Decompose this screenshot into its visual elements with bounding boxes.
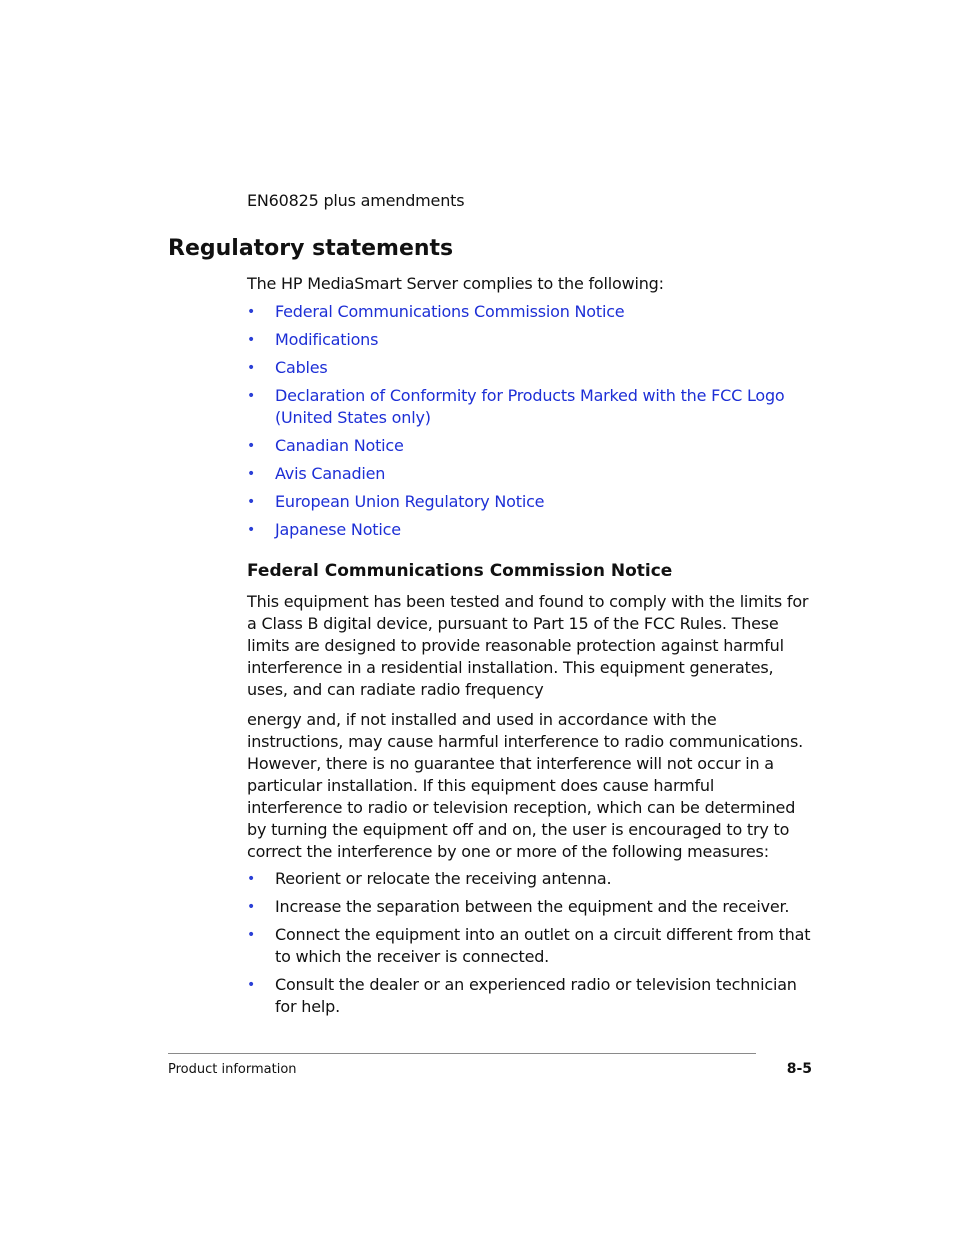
- link-cables[interactable]: Cables: [275, 358, 328, 377]
- toc-item: [247, 301, 812, 323]
- toc-item: [247, 385, 812, 429]
- measure-item: [247, 974, 812, 1018]
- measure-text: Increase the separation between the equipment and the receiver.: [275, 897, 790, 916]
- fcc-paragraph-2: energy and, if not installed and used in accordance with the instructions, may cause harmful interference to radio communications. However, there is no guarantee that interference will not occur in a particular installation. If this equipment does cause harmful interference to radio or television reception, which can be determined by turning the equipment off and on, the user is encouraged to try to correct the interference by one or more of the following measures:: [247, 710, 804, 861]
- bullet-icon: •: [247, 466, 256, 482]
- bullet-icon: •: [247, 899, 256, 915]
- measure-item: [247, 868, 812, 890]
- bullet-icon: •: [247, 438, 256, 454]
- toc-item: [247, 357, 812, 379]
- footer-divider: [168, 1053, 756, 1054]
- link-canadian-notice[interactable]: Canadian Notice: [275, 436, 404, 455]
- link-modifications[interactable]: Modifications: [275, 330, 379, 349]
- standards-line: EN60825 plus amendments: [247, 191, 465, 210]
- measure-item: [247, 924, 812, 968]
- measures-list: [247, 868, 812, 1024]
- fcc-notice-heading: Federal Communications Commission Notice: [247, 561, 673, 581]
- bullet-icon: •: [247, 304, 256, 320]
- toc-item: [247, 491, 812, 513]
- bullet-icon: •: [247, 360, 256, 376]
- measure-text: Consult the dealer or an experienced radio or television technician for help.: [275, 975, 797, 1016]
- link-eu-regulatory-notice[interactable]: European Union Regulatory Notice: [275, 492, 545, 511]
- link-fcc-notice[interactable]: Federal Communications Commission Notice: [275, 302, 625, 321]
- section-title: Regulatory statements: [168, 236, 454, 261]
- footer-section-name: Product information: [168, 1062, 297, 1077]
- toc-item: [247, 435, 812, 457]
- intro-text: The HP MediaSmart Server complies to the following:: [247, 274, 664, 293]
- bullet-icon: •: [247, 871, 256, 887]
- link-japanese-notice[interactable]: Japanese Notice: [275, 520, 401, 539]
- bullet-icon: •: [247, 977, 256, 993]
- bullet-icon: •: [247, 494, 256, 510]
- toc-item: [247, 519, 812, 541]
- measure-text: Reorient or relocate the receiving antenna.: [275, 869, 612, 888]
- bullet-icon: •: [247, 522, 256, 538]
- toc-item: [247, 329, 812, 351]
- bullet-icon: •: [247, 927, 256, 943]
- link-declaration-of-conformity[interactable]: Declaration of Conformity for Products Marked with the FCC Logo (United States only): [275, 386, 785, 427]
- toc-item: [247, 463, 812, 485]
- bullet-icon: •: [247, 332, 256, 348]
- bullet-icon: •: [247, 388, 256, 404]
- footer-page-number: 8-5: [786, 1061, 812, 1077]
- fcc-paragraph-1: This equipment has been tested and found to comply with the limits for a Class B digital device, pursuant to Part 15 of the FCC Rules. These limits are designed to provide reasonable protection against harmful interference in a residential installation. This equipment generates, uses, and can radiate radio frequency: [247, 592, 809, 699]
- measure-item: [247, 896, 812, 918]
- measure-text: Connect the equipment into an outlet on a circuit different from that to which the receiver is connected.: [275, 925, 811, 966]
- link-avis-canadien[interactable]: Avis Canadien: [275, 464, 386, 483]
- toc-link-list: [247, 301, 812, 547]
